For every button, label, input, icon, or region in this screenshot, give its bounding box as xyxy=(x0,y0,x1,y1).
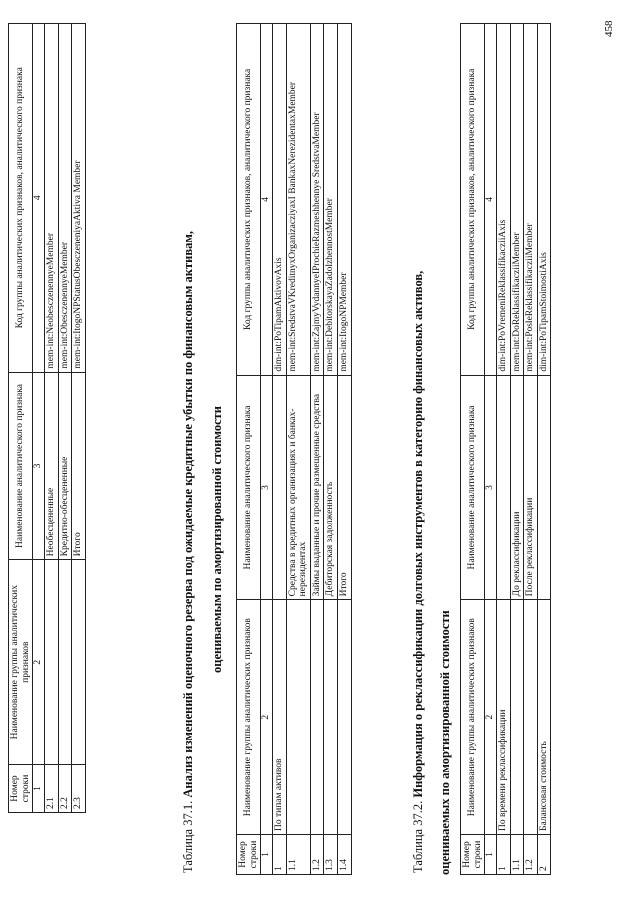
header-group-name: Наименование группы аналитических признаков xyxy=(9,560,33,765)
table-row xyxy=(272,24,286,875)
header-row-number: Номер строки xyxy=(237,835,261,875)
feature-name: Кредитно-обесцененные xyxy=(58,372,72,560)
col-num: 1 xyxy=(261,835,273,875)
row-number: 2.1 xyxy=(44,765,58,813)
header-feature-name: Наименование аналитического признака xyxy=(9,372,33,560)
table-continuation xyxy=(8,23,86,813)
group-name xyxy=(338,600,352,835)
col-num: 2 xyxy=(261,600,273,835)
header-row-number: Номер строки xyxy=(461,835,485,875)
header-feature-name: Наименование аналитического признака xyxy=(461,375,485,600)
table-row xyxy=(496,24,510,875)
table-row xyxy=(58,24,72,813)
group-name xyxy=(286,600,310,835)
feature-name: Итого xyxy=(72,372,86,560)
table-row xyxy=(72,24,86,813)
group-name xyxy=(310,600,324,835)
code-value: mem-int:ItogoNPMember xyxy=(338,24,352,376)
header-row-number: Номер строки xyxy=(9,765,33,813)
group-name: По типам активов xyxy=(272,600,286,835)
table-37-2-caption xyxy=(411,13,427,873)
table-header-row xyxy=(9,24,33,813)
feature-name: Займы выданные и прочие размещенные средства xyxy=(310,375,324,600)
group-name: По времени реклассификации xyxy=(496,600,510,835)
col-num: 4 xyxy=(33,24,45,373)
group-name xyxy=(44,560,58,765)
code-value: mem-int:DoReklassifikacziiMember xyxy=(510,24,524,376)
table-37-1 xyxy=(236,23,352,875)
table-37-2-title-line1: Информация о реклассификации долговых инструментов в категорию финансовых активов, xyxy=(411,270,425,798)
code-value: mem-int:PosleReklassifikacziiMember xyxy=(524,24,538,376)
code-value: mem-int:DebitorskayaZadolzhennostMember xyxy=(324,24,338,376)
group-name: Балансовая стоимость xyxy=(537,600,551,835)
header-code: Код группы аналитических признаков, аналитического признака xyxy=(237,24,261,376)
row-number: 1 xyxy=(496,835,510,875)
feature-name xyxy=(272,375,286,600)
feature-name: До реклассификации xyxy=(510,375,524,600)
code-value: mem-int:NeobesczenennyeMember xyxy=(44,24,58,373)
code-value: mem-int:ZajmyVydannyeIProchieRazmeshhennye SredstvaMember xyxy=(310,24,324,376)
table-row xyxy=(510,24,524,875)
col-num: 3 xyxy=(261,375,273,600)
row-number: 2.2 xyxy=(58,765,72,813)
table-header-row xyxy=(237,24,261,875)
header-code: Код группы аналитических признаков, аналитического признака xyxy=(461,24,485,376)
table-37-2-title-line2: оцениваемых по амортизированной стоимости xyxy=(438,610,452,875)
col-num: 2 xyxy=(33,560,45,765)
feature-name xyxy=(496,375,510,600)
group-name xyxy=(58,560,72,765)
column-number-row xyxy=(261,24,273,875)
row-number: 1.2 xyxy=(524,835,538,875)
code-value: mem-int:SredstvaVKreditnyxOrganizacziyaxI BankaxNerezidentaxMember xyxy=(286,24,310,376)
col-num: 1 xyxy=(33,765,45,813)
table-row xyxy=(537,24,551,875)
row-number: 1.4 xyxy=(338,835,352,875)
feature-name: Необесцененные xyxy=(44,372,58,560)
table-37-1-title-line2: оцениваемым по амортизированной стоимости xyxy=(210,406,224,673)
feature-name: После реклассификации xyxy=(524,375,538,600)
feature-name: Средства в кредитных организациях и банках-нерезидентах xyxy=(286,375,310,600)
table-37-1-title-line1: Анализ изменений оценочного резерва под ожидаемые кредитные убытки по финансовым активам, xyxy=(181,231,195,798)
table-row xyxy=(44,24,58,813)
table-row xyxy=(324,24,338,875)
table-37-2 xyxy=(460,23,551,875)
row-number: 1.3 xyxy=(324,835,338,875)
feature-name: Дебиторская задолженность xyxy=(324,375,338,600)
col-num: 1 xyxy=(485,835,497,875)
col-num: 2 xyxy=(485,600,497,835)
code-value: dim-int:PoTipamStoimostiAxis xyxy=(537,24,551,376)
col-num: 3 xyxy=(485,375,497,600)
header-group-name: Наименование группы аналитических признаков xyxy=(461,600,485,835)
column-number-row xyxy=(33,24,45,813)
table-37-1-label: Таблица 37.1. xyxy=(181,800,195,873)
table-header-row xyxy=(461,24,485,875)
row-number: 2.3 xyxy=(72,765,86,813)
row-number: 1 xyxy=(272,835,286,875)
code-value: mem-int:ObesczenennyeMember xyxy=(58,24,72,373)
group-name xyxy=(524,600,538,835)
code-value: dim-int:PoTipamAktivovAxis xyxy=(272,24,286,376)
group-name xyxy=(324,600,338,835)
header-code: Код группы аналитических признаков, аналитического признака xyxy=(9,24,33,373)
page-number: 458 xyxy=(603,20,615,37)
table-37-1-caption xyxy=(181,13,197,873)
code-value: mem-int:ItogoNPStatusObesczeneniyaAktiva Member xyxy=(72,24,86,373)
feature-name: Итого xyxy=(338,375,352,600)
table-row xyxy=(310,24,324,875)
table-row xyxy=(338,24,352,875)
row-number: 1.1 xyxy=(286,835,310,875)
col-num: 4 xyxy=(261,24,273,376)
table-row xyxy=(286,24,310,875)
header-feature-name: Наименование аналитического признака xyxy=(237,375,261,600)
code-value: dim-int:PoVremeniReklassifikacziiAxis xyxy=(496,24,510,376)
row-number: 1.2 xyxy=(310,835,324,875)
row-number: 1.1 xyxy=(510,835,524,875)
group-name xyxy=(72,560,86,765)
col-num: 4 xyxy=(485,24,497,376)
row-number: 2 xyxy=(537,835,551,875)
column-number-row xyxy=(485,24,497,875)
table-row xyxy=(524,24,538,875)
col-num: 3 xyxy=(33,372,45,560)
header-group-name: Наименование группы аналитических признаков xyxy=(237,600,261,835)
group-name xyxy=(510,600,524,835)
table-37-2-label: Таблица 37.2. xyxy=(411,800,425,873)
feature-name xyxy=(537,375,551,600)
